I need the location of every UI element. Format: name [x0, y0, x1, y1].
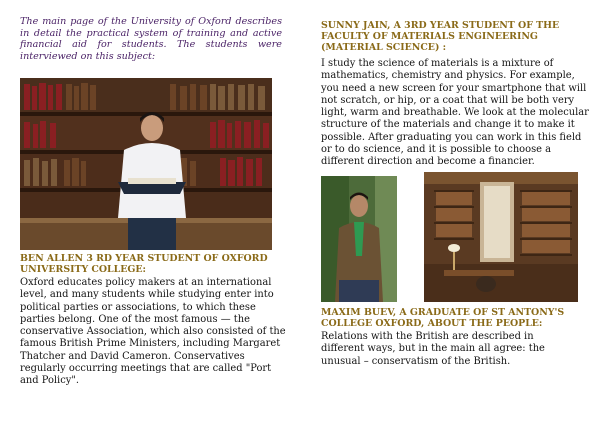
photo-maxim-buev-portrait	[321, 176, 397, 302]
body-sunny-jain: I study the science of materials is a mixture of mathematics, chemistry and physics. For example, you need a new screen for your smartphone that will not scratch, or hip, or a coat that will be both very light, warm and breathable. We look at the molecular structure of the materials and change it to make it possible. After graduating you can work in this field or to do science, and it is possible to choose a different direction and become a financier.	[321, 58, 589, 168]
photo-library-room	[424, 172, 578, 302]
heading-sunny-jain: SUNNY JAIN, A 3RD YEAR STUDENT OF THE FACULTY OF MATERIALS ENGINEERING (MATERIAL SCIENCE) :	[321, 20, 560, 53]
heading-maxim-buev: MAXIM BUEV, A GRADUATE OF ST ANTONY'S COLLEGE OXFORD, ABOUT THE PEOPLE:	[321, 307, 565, 329]
heading-ben-allen: BEN ALLEN 3 RD YEAR STUDENT OF OXFORD UNIVERSITY COLLEGE:	[20, 253, 268, 275]
intro-paragraph: The main page of the University of Oxford describes in detail the practical system of training and active financial aid for students. The students were interviewed on this subject:	[20, 16, 282, 62]
photo-student-reading-library	[20, 78, 272, 250]
body-ben-allen: Oxford educates policy makers at an international level, and many students while studying enter into political parties or associations, to which these parties belong. One of the most famous — the conservative Association, which also consisted of the famous British Prime Ministers, including Margaret Thatcher and David Cameron. Conservatives regularly occurring meetings that are called "Port and Policy".	[20, 277, 286, 387]
body-maxim-buev: Relations with the British are described in different ways, but in the main all agree: the unusual – conservatism of the British.	[321, 331, 545, 367]
